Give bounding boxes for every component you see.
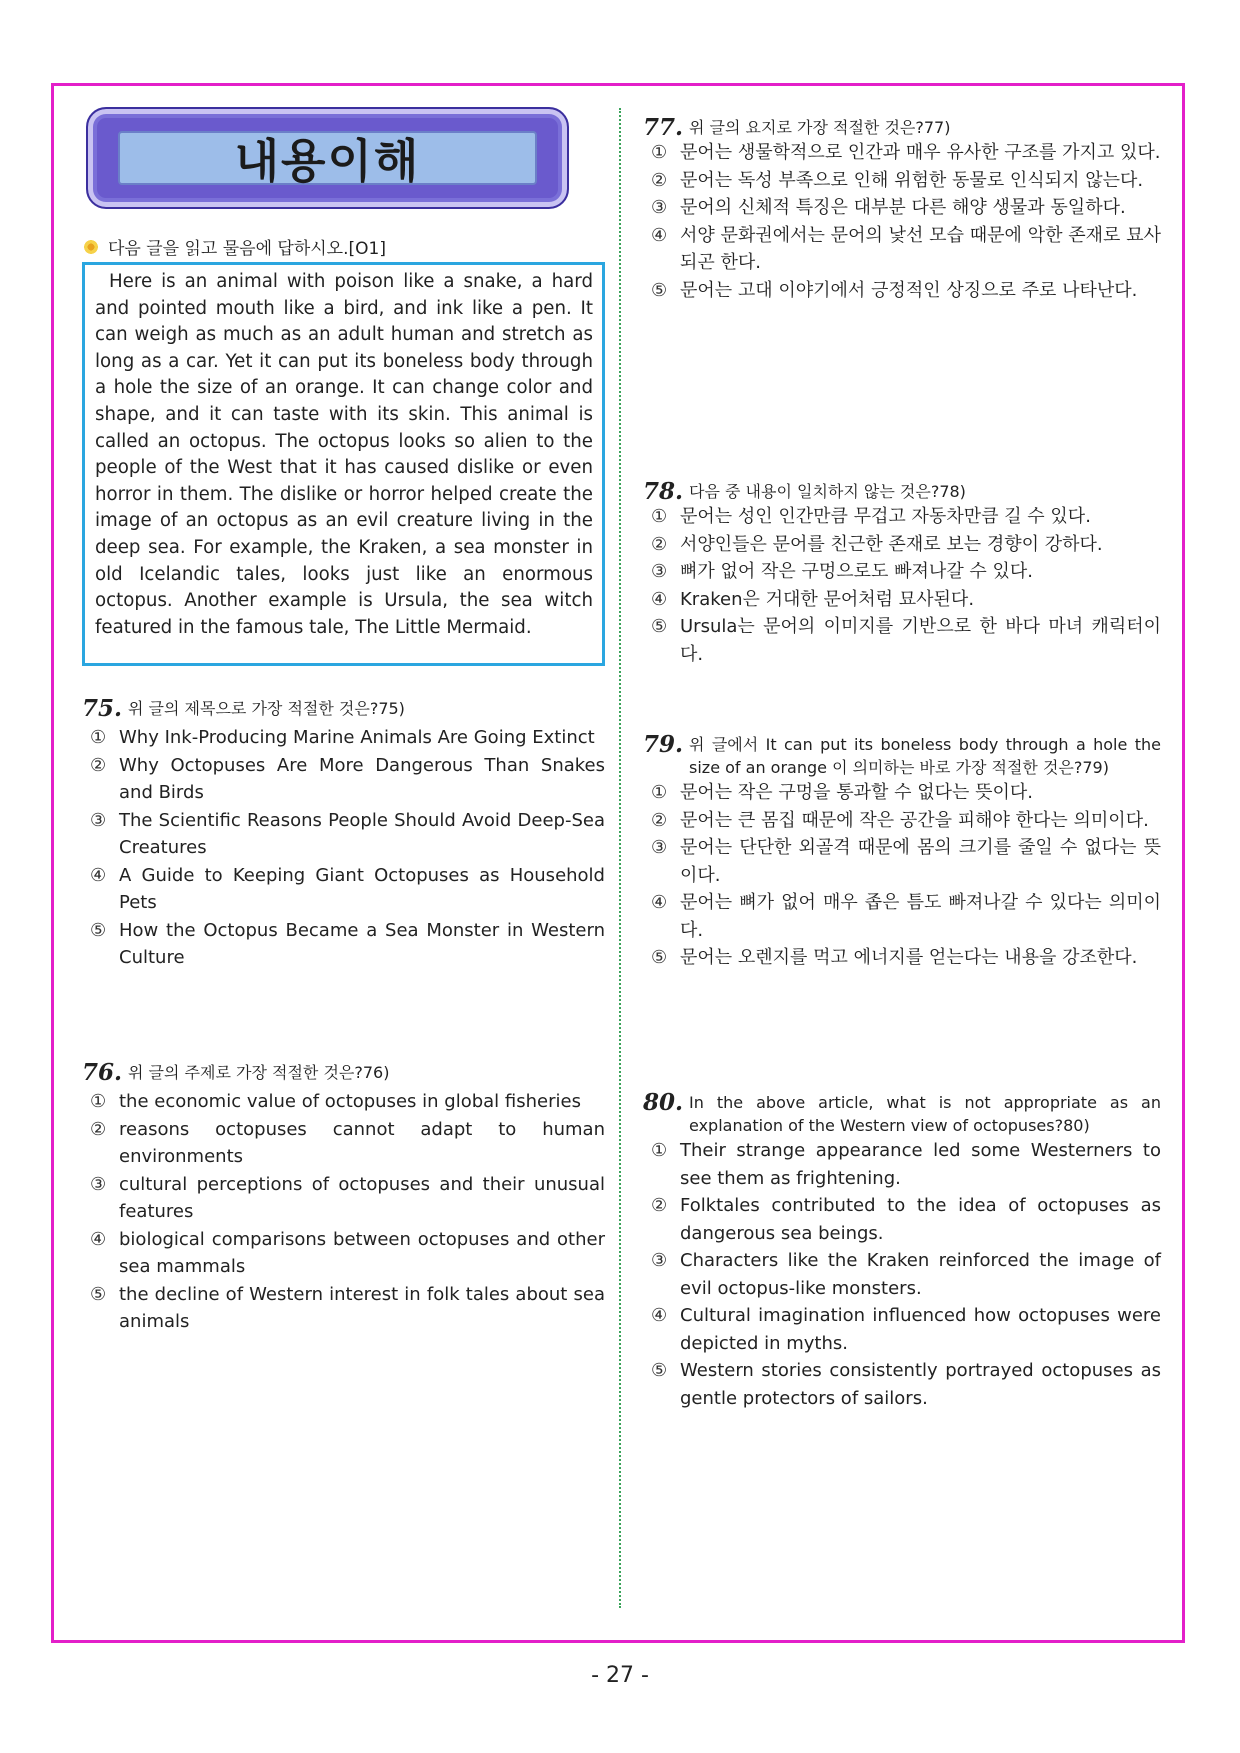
option-mark: ③: [90, 809, 107, 831]
question-number: 76.: [82, 1059, 123, 1086]
reading-passage: Here is an animal with poison like a snake, a hard and pointed mouth like a bird, and ink like a pen. It can weigh as much as an adult human and stretch as long as a car. Yet it can put its boneless body through a hole the size of an orange. It can change color and shape, and it can taste with its skin. This animal is called an octopus. The octopus looks so alien to the people of the West that it has caused dislike or even horror in them. The dislike or horror helped create the image of an octopus as an evil creature living in the deep sea. For example, the Kraken, a sea monster in old Icelandic tales, looks just like an enormous octopus. Another example is Ursula, the sea witch featured in the famous tale, The Little Mermaid.: [82, 262, 605, 666]
option-text: 서양 문화권에서는 문어의 낯선 모습 때문에 악한 존재로 묘사되곤 한다.: [680, 224, 1161, 273]
option-text: the decline of Western interest in folk tales about sea animals: [119, 1283, 605, 1332]
option-mark: ④: [90, 1228, 107, 1250]
option-mark: ⑤: [651, 1360, 668, 1381]
option-text: 문어는 큰 몸집 때문에 작은 공간을 피해야 한다는 의미이다.: [680, 809, 1149, 831]
option-text: the economic value of octopuses in global fisheries: [119, 1091, 581, 1112]
option[interactable]: [651, 944, 1161, 972]
option-text: 문어는 작은 구멍을 통과할 수 없다는 뜻이다.: [680, 782, 1034, 803]
question-80: [643, 1091, 1161, 1412]
option-text: How the Octopus Became a Sea Monster in Western Culture: [119, 919, 605, 968]
option-mark: ④: [651, 1305, 668, 1326]
option[interactable]: [651, 194, 1161, 222]
option-mark: ②: [651, 533, 668, 555]
option[interactable]: [651, 889, 1161, 944]
question-76: [82, 1061, 605, 1336]
option-mark: ④: [651, 224, 668, 246]
question-header: [643, 733, 1161, 779]
option-text: Ursula는 문어의 이미지를 기반으로 한 바다 마녀 캐릭터이다.: [680, 616, 1161, 665]
option[interactable]: [90, 917, 605, 972]
option-mark: ③: [651, 1250, 668, 1271]
question-79: [643, 733, 1161, 972]
option-text: 문어는 뼈가 없어 매우 좁은 틈도 빠져나갈 수 있다는 의미이다.: [680, 892, 1161, 941]
question-text: 위 글의 요지로 가장 적절한 것은?77): [689, 118, 951, 137]
option[interactable]: [90, 1171, 605, 1226]
option-mark: ③: [651, 837, 668, 858]
option-mark: ②: [651, 1195, 668, 1216]
option[interactable]: [651, 834, 1161, 889]
option[interactable]: [90, 862, 605, 917]
option[interactable]: [651, 558, 1161, 586]
question-text: 다음 중 내용이 일치하지 않는 것은?78): [689, 482, 966, 501]
question-header: [643, 480, 1161, 503]
option-text: Folktales contributed to the idea of octopuses as dangerous sea beings.: [680, 1195, 1161, 1244]
option-text: Western stories consistently portrayed octopuses as gentle protectors of sailors.: [680, 1360, 1161, 1409]
question-number: 77.: [643, 114, 684, 141]
option-mark: ③: [651, 561, 668, 582]
option-text: 문어는 독성 부족으로 인해 위험한 동물로 인식되지 않는다.: [680, 169, 1144, 191]
question-header: [643, 116, 1161, 139]
question-header: [82, 1061, 605, 1084]
option-text: biological comparisons between octopuses and other sea mammals: [119, 1228, 605, 1277]
option-text: 문어의 신체적 특징은 대부분 다른 해양 생물과 동일하다.: [680, 197, 1126, 218]
question-75: [82, 697, 605, 972]
option-mark: ④: [651, 588, 668, 610]
option-text: A Guide to Keeping Giant Octopuses as Household Pets: [119, 864, 605, 913]
option-text: 문어는 성인 인간만큼 무겁고 자동차만큼 길 수 있다.: [680, 506, 1091, 527]
option-mark: ①: [651, 142, 668, 163]
option[interactable]: [90, 1226, 605, 1281]
option-mark: ②: [90, 1118, 107, 1140]
column-divider: [619, 108, 621, 1608]
option-mark: ⑤: [651, 279, 668, 301]
question-78: [643, 480, 1161, 668]
option-text: Characters like the Kraken reinforced the image of evil octopus-like monsters.: [680, 1250, 1161, 1299]
option-text: The Scientific Reasons People Should Avoid Deep-Sea Creatures: [119, 809, 605, 858]
option-text: 문어는 단단한 외골격 때문에 몸의 크기를 줄일 수 없다는 뜻이다.: [680, 837, 1161, 886]
option-mark: ①: [90, 727, 107, 748]
option-mark: ⑤: [90, 1283, 107, 1305]
question-text: In the above article, what is not appropriate as an explanation of the Western view of octopuses?80): [689, 1093, 1161, 1135]
flower-icon: [82, 238, 100, 256]
option-mark: ④: [90, 864, 107, 886]
question-header: [643, 1091, 1161, 1137]
option-text: 문어는 생물학적으로 인간과 매우 유사한 구조를 가지고 있다.: [680, 142, 1161, 163]
option-mark: ④: [651, 892, 668, 913]
question-text: 위 글에서 It can put its boneless body through a hole the size of an orange 이 의미하는 바로 가장 적절한 것은?79): [689, 735, 1161, 777]
option[interactable]: [651, 1192, 1161, 1247]
option[interactable]: [651, 1302, 1161, 1357]
option[interactable]: [651, 531, 1161, 559]
option[interactable]: [651, 503, 1161, 531]
option-mark: ①: [651, 782, 668, 803]
option-mark: ⑤: [651, 616, 668, 637]
option[interactable]: [651, 1137, 1161, 1192]
option-text: Why Ink-Producing Marine Animals Are Going Extinct: [119, 727, 595, 748]
option-text: reasons octopuses cannot adapt to human environments: [119, 1118, 605, 1167]
question-number: 80.: [643, 1089, 684, 1116]
option-mark: ①: [651, 1140, 668, 1161]
option-text: Kraken은 거대한 문어처럼 묘사된다.: [680, 588, 975, 610]
option-text: Their strange appearance led some Westerners to see them as frightening.: [680, 1140, 1161, 1189]
question-77: [643, 116, 1161, 304]
option[interactable]: [90, 807, 605, 862]
option[interactable]: [651, 1247, 1161, 1302]
section-banner: [86, 107, 569, 209]
option-mark: ②: [90, 754, 107, 776]
option-mark: ⑤: [90, 919, 107, 941]
option-text: 문어는 고대 이야기에서 긍정적인 상징으로 주로 나타난다.: [680, 279, 1138, 301]
option-mark: ②: [651, 809, 668, 831]
option-text: 문어는 오렌지를 먹고 에너지를 얻는다는 내용을 강조한다.: [680, 947, 1138, 968]
option-mark: ③: [651, 197, 668, 218]
option-text: 서양인들은 문어를 친근한 존재로 보는 경향이 강하다.: [680, 533, 1103, 555]
option[interactable]: [90, 1116, 605, 1171]
option-mark: ②: [651, 169, 668, 191]
option[interactable]: [651, 613, 1161, 668]
option[interactable]: [651, 139, 1161, 167]
instruction-text: 다음 글을 읽고 물음에 답하시오.[O1]: [108, 239, 386, 259]
question-number: 78.: [643, 478, 684, 505]
question-number: 75.: [82, 695, 123, 722]
option[interactable]: [90, 724, 605, 752]
option-text: 뼈가 없어 작은 구멍으로도 빠져나갈 수 있다.: [680, 561, 1034, 582]
option[interactable]: [651, 779, 1161, 807]
option-mark: ①: [90, 1091, 107, 1112]
banner-inner: [118, 131, 537, 188]
question-number: 79.: [643, 731, 684, 758]
option[interactable]: [90, 1281, 605, 1336]
option[interactable]: [90, 1088, 605, 1116]
option-text: Cultural imagination influenced how octopuses were depicted in myths.: [680, 1305, 1161, 1354]
page-number: - 27 -: [591, 1663, 649, 1688]
instruction: [82, 234, 386, 259]
option-mark: ③: [90, 1173, 107, 1195]
option[interactable]: [651, 586, 1161, 614]
option[interactable]: [651, 222, 1161, 277]
option-mark: ①: [651, 506, 668, 527]
option-mark: ⑤: [651, 947, 668, 968]
section-title: 내용이해: [234, 134, 421, 188]
question-text: 위 글의 제목으로 가장 적절한 것은?75): [128, 699, 405, 718]
option[interactable]: [90, 752, 605, 807]
option-text: cultural perceptions of octopuses and their unusual features: [119, 1173, 605, 1222]
option[interactable]: [651, 1357, 1161, 1412]
option[interactable]: [651, 807, 1161, 835]
option[interactable]: [651, 277, 1161, 305]
option[interactable]: [651, 167, 1161, 195]
question-header: [82, 697, 605, 720]
option-text: Why Octopuses Are More Dangerous Than Snakes and Birds: [119, 754, 605, 803]
question-text: 위 글의 주제로 가장 적절한 것은?76): [128, 1063, 390, 1082]
